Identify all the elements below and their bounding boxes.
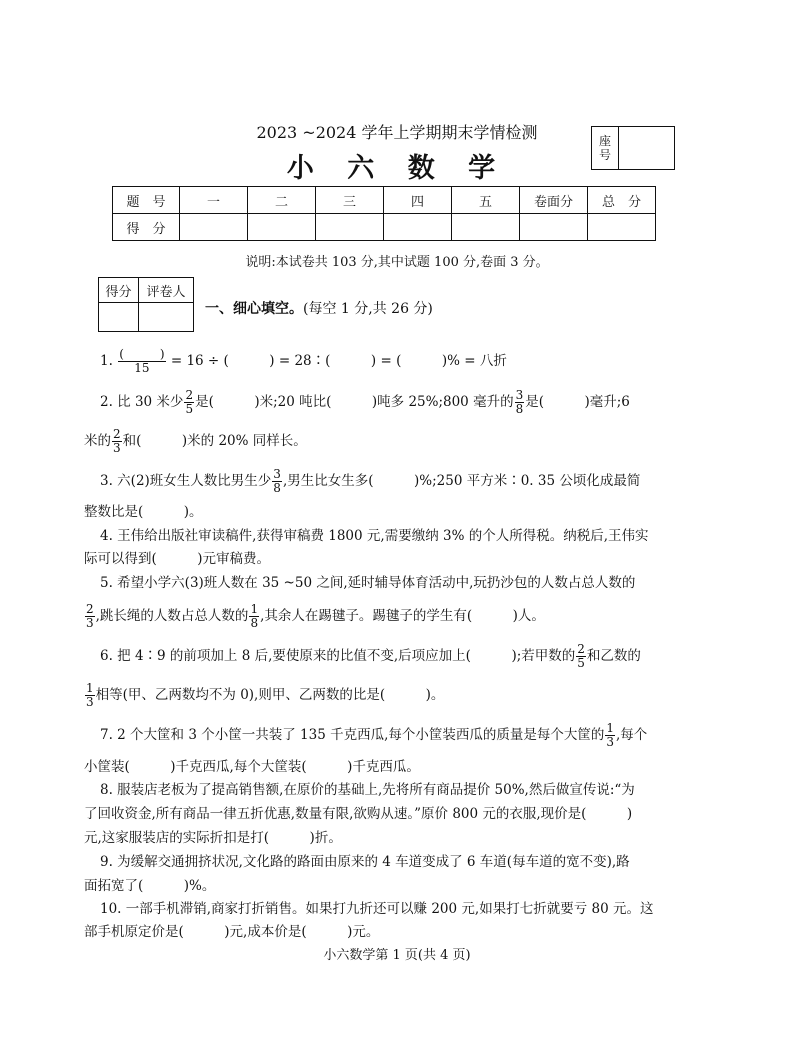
q6-text-a: 6. 把 4∶9 的前项加上 8 后,要使原来的比值不变,后项应加上( );若甲数的 <box>100 648 576 664</box>
section-1-detail: (每空 1 分,共 26 分) <box>303 301 433 317</box>
grader-table <box>98 277 194 332</box>
q7-text-a: 7. 2 个大筐和 3 个小筐一共装了 135 千克西瓜,每个小筐装西瓜的质量是每个大筐的 <box>100 727 605 743</box>
q1-text: = 16 ÷ ( ) = 28∶( ) = ( )% = 八折 <box>170 353 507 369</box>
question-8: 8. 服装店老板为了提高销售额,在原价的基础上,先将所有商品提价 50%,然后做宣传说:“为 <box>100 782 635 798</box>
score-table <box>112 186 656 241</box>
q2-text-b: 是( )米;20 吨比( )吨多 25%;800 毫升的 <box>195 394 514 410</box>
question-6-line-2 <box>84 682 444 709</box>
score-cell[interactable] <box>316 214 384 241</box>
q3-f-num: 3 <box>273 467 281 481</box>
q3-text-b: ,男生比女生多( )%;250 平方米∶0. 35 公顷化成最简 <box>282 473 641 489</box>
grader-name-header: 评卷人 <box>139 278 194 303</box>
score-cell[interactable] <box>384 214 452 241</box>
q2-f2-den: 8 <box>515 402 524 416</box>
score-cell[interactable] <box>520 214 588 241</box>
question-4: 4. 王伟给出版社审读稿件,获得审稿费 1800 元,需要缴纳 3% 的个人所得税。纳税后,王伟实 <box>100 528 649 544</box>
grader-score-header: 得分 <box>99 278 139 303</box>
question-1 <box>100 348 685 375</box>
seat-label-char-2: 号 <box>598 148 611 162</box>
score-header-cell: 三 <box>316 187 384 214</box>
score-header-cell: 总 分 <box>588 187 656 214</box>
q2-fraction-3 <box>112 428 122 455</box>
question-7 <box>100 722 685 749</box>
subject-title: 小 六 数 学 <box>286 153 508 184</box>
q7-f-num: 1 <box>606 721 615 735</box>
score-row-label: 得 分 <box>113 214 180 241</box>
q6-text-c: 相等(甲、乙两数均不为 0),则甲、乙两数的比是( )。 <box>95 687 445 703</box>
q6-fraction-2 <box>85 682 95 709</box>
section-1-title <box>205 298 433 318</box>
seat-number-field[interactable] <box>619 127 674 169</box>
q2-f1-den: 5 <box>185 402 194 416</box>
question-7-line-2: 小筐装( )千克西瓜,每个大筐装( )千克西瓜。 <box>84 759 420 775</box>
q6-text-b: 和乙数的 <box>586 648 641 664</box>
q1-fraction <box>118 348 165 375</box>
q2-text-e: 和( )米的 20% 同样长。 <box>122 433 307 449</box>
q2-f3-num: 2 <box>113 427 121 441</box>
q2-text-a: 2. 比 30 米少 <box>100 394 184 410</box>
q5-fraction-2 <box>249 603 259 630</box>
page-footer: 小六数学第 1 页(共 4 页) <box>323 948 471 963</box>
score-cell[interactable] <box>248 214 316 241</box>
question-2-line-2 <box>84 428 307 455</box>
score-header-cell: 题 号 <box>113 187 180 214</box>
q2-text-d: 米的 <box>84 433 111 449</box>
q5-f2-num: 1 <box>250 602 259 616</box>
score-cell[interactable] <box>452 214 520 241</box>
score-cell[interactable] <box>588 214 656 241</box>
seat-number-box <box>591 126 675 170</box>
q6-f1-den: 5 <box>577 656 585 670</box>
q6-f1-num: 2 <box>577 642 585 656</box>
q5-text-a: ,跳长绳的人数占总人数的 <box>95 608 249 624</box>
score-header-cell: 卷面分 <box>520 187 588 214</box>
q2-f3-den: 3 <box>113 441 121 455</box>
q2-f1-num: 2 <box>185 388 194 402</box>
question-9-line-2: 面拓宽了( )%。 <box>84 878 216 894</box>
q3-f-den: 8 <box>273 481 281 495</box>
question-3-line-2: 整数比是( )。 <box>84 504 203 520</box>
q2-text-c: 是( )毫升;6 <box>525 394 630 410</box>
q5-f1-den: 3 <box>86 616 94 630</box>
question-10: 10. 一部手机滞销,商家打折销售。如果打九折还可以赚 200 元,如果打七折就要亏 80 元。这 <box>100 901 654 917</box>
q2-fraction-2 <box>515 389 525 416</box>
q3-text-a: 3. 六(2)班女生人数比男生少 <box>100 473 272 489</box>
q6-f2-den: 3 <box>86 695 94 709</box>
q5-text-b: ,其余人在踢毽子。踢毽子的学生有( )人。 <box>260 608 545 624</box>
q2-f2-num: 3 <box>515 388 524 402</box>
q7-f-den: 3 <box>606 735 615 749</box>
grader-score-cell[interactable] <box>99 303 139 332</box>
seat-label-char-1: 座 <box>598 134 611 148</box>
question-2 <box>100 389 685 416</box>
score-table-score-row <box>113 214 656 241</box>
q1-number: 1. <box>100 353 113 369</box>
exam-title: 2023 ~2024 学年上学期期末学情检测 <box>256 123 538 142</box>
q3-fraction <box>272 468 282 495</box>
question-5-line-2 <box>84 603 545 630</box>
question-8-line-2: 了回收资金,所有商品一律五折优惠,数量有限,欲购从速。”原价 800 元的衣服,现价是( ) <box>84 806 633 822</box>
score-header-cell: 一 <box>180 187 248 214</box>
q6-f2-num: 1 <box>86 681 94 695</box>
q7-fraction <box>605 722 615 749</box>
q5-f1-num: 2 <box>86 602 94 616</box>
exam-note: 说明:本试卷共 103 分,其中试题 100 分,卷面 3 分。 <box>245 255 549 270</box>
score-cell[interactable] <box>180 214 248 241</box>
question-6 <box>100 643 685 670</box>
q7-text-b: ,每个 <box>616 727 648 743</box>
q5-f2-den: 8 <box>250 616 259 630</box>
q5-fraction-1 <box>85 603 95 630</box>
score-table-header-row <box>113 187 656 214</box>
score-header-cell: 五 <box>452 187 520 214</box>
section-1-heading: 一、细心填空。 <box>205 301 303 317</box>
grader-name-cell[interactable] <box>139 303 194 332</box>
q2-fraction-1 <box>184 389 194 416</box>
seat-label <box>592 127 619 169</box>
question-4-line-2: 际可以得到( )元审稿费。 <box>84 551 271 567</box>
score-header-cell: 二 <box>248 187 316 214</box>
question-8-line-3: 元,这家服装店的实际折扣是打( )折。 <box>84 830 342 846</box>
question-9: 9. 为缓解交通拥挤状况,文化路的路面由原来的 4 车道变成了 6 车道(每车道的宽不变),路 <box>100 854 630 870</box>
q1-frac-den: 15 <box>134 361 150 375</box>
q6-fraction-1 <box>576 643 586 670</box>
q1-frac-num[interactable]: ( ) <box>119 347 165 361</box>
question-3 <box>100 468 685 495</box>
question-10-line-2: 部手机原定价是( )元,成本价是( )元。 <box>84 924 380 940</box>
question-5: 5. 希望小学六(3)班人数在 35 ~50 之间,延时辅导体育活动中,玩扔沙包的人数占总人数的 <box>100 575 636 591</box>
score-header-cell: 四 <box>384 187 452 214</box>
